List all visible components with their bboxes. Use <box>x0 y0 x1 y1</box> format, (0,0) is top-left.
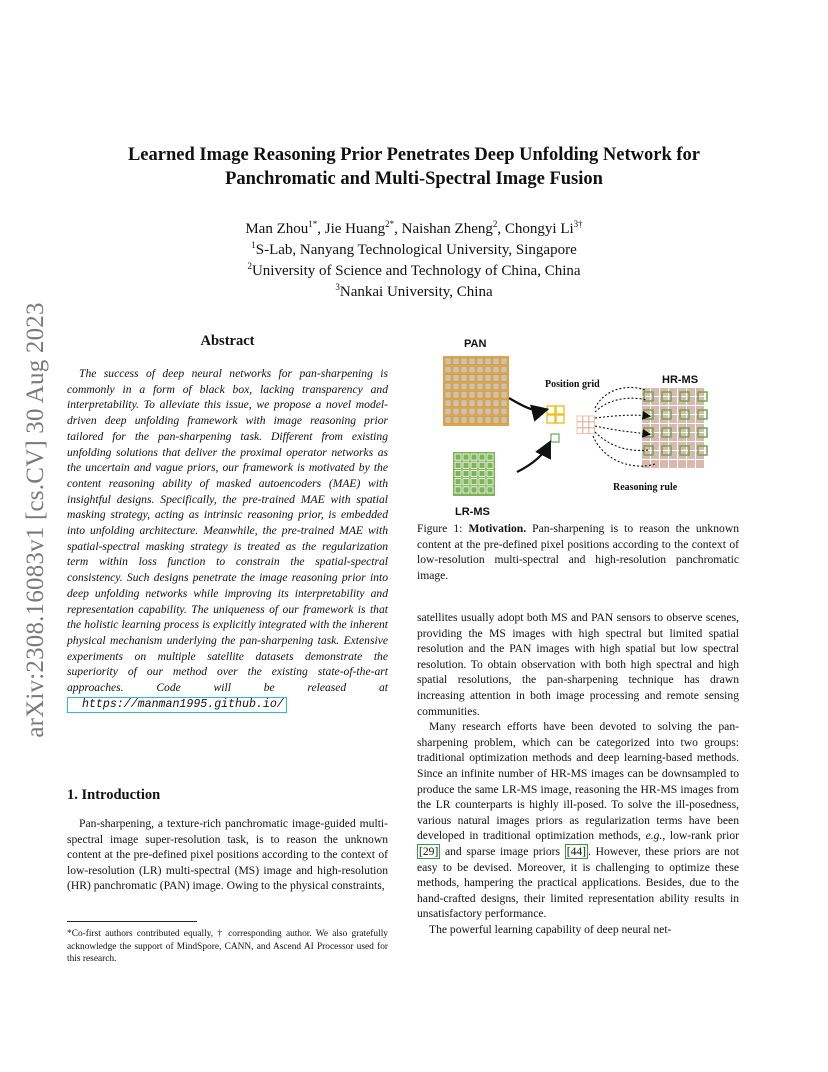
author-block <box>100 219 728 303</box>
paragraph <box>417 719 739 922</box>
position-cell <box>547 415 555 423</box>
position-cell <box>556 406 564 414</box>
pan-cell <box>501 383 507 389</box>
hrms-cell <box>678 460 686 468</box>
dotted-arc <box>595 432 649 450</box>
pan-cell <box>477 383 483 389</box>
pan-cell <box>453 366 459 372</box>
paragraph: satellites usually adopt both MS and PAN sensors to observe scenes, providing the MS images with high spectral but limited spatial resolution and the PAN images with high spatial but low spectral resolution. To obtain observation with both high spectral and high spatial resolutions, the pan-sharpening technique has drawn increasing attention in both image processing and remote sensing communities. <box>417 611 739 718</box>
dotted-arc <box>595 426 649 434</box>
author-name: Man Zhou <box>245 221 309 237</box>
pan-cell <box>453 400 459 406</box>
author-sup: 3† <box>573 219 583 229</box>
affiliation <box>100 282 728 303</box>
pan-cell <box>461 400 467 406</box>
footnote-divider <box>67 921 197 922</box>
hrms-image-grid <box>642 388 707 468</box>
lrms-cell <box>487 462 493 468</box>
pan-cell <box>477 417 483 423</box>
pan-cell <box>469 392 475 398</box>
position-fine-cell <box>589 422 595 428</box>
pan-cell <box>485 400 491 406</box>
text-run: Many research efforts have been devoted to solving the pan-sharpening problem, which can be categorized into two groups: traditional optimization methods and deep learning-based methods. Since an infinite number of HR-MS images can be downsampled to produce the same LR-MS image, reasoning the HR-MS images from the LR counterparts is highly ill-posed. To solve the ill-posedness, various natural images priors as regularization terms have been developed in traditional optimization methods, <box>417 720 739 843</box>
abstract-section <box>67 330 388 713</box>
pan-cell <box>485 366 491 372</box>
pan-cell <box>493 366 499 372</box>
pan-cell <box>485 417 491 423</box>
lrms-cell <box>455 487 461 493</box>
pan-cell <box>445 408 451 414</box>
pan-cell <box>445 417 451 423</box>
lrms-cell <box>471 470 477 476</box>
title-line-1: Learned Image Reasoning Prior Penetrates Deep Unfolding Network for <box>127 145 701 165</box>
position-grid-label: Position grid <box>545 379 600 390</box>
position-fine-cell <box>577 422 583 428</box>
author-sup: 1* <box>308 219 318 229</box>
author-name: Naishan Zheng <box>401 221 493 237</box>
lrms-cell <box>487 487 493 493</box>
hrms-label: HR-MS <box>662 374 699 386</box>
pan-cell <box>461 408 467 414</box>
pan-arrow <box>509 398 545 411</box>
pan-cell <box>469 375 475 381</box>
lrms-cell <box>471 462 477 468</box>
lrms-cell <box>463 462 469 468</box>
pan-cell <box>461 358 467 364</box>
lrms-cell <box>487 479 493 485</box>
pan-cell <box>477 400 483 406</box>
position-green-cell <box>551 434 559 442</box>
reasoning-rule-label: Reasoning rule <box>613 482 678 493</box>
hrms-cell <box>642 460 650 468</box>
pan-cell <box>461 366 467 372</box>
lrms-cell <box>463 479 469 485</box>
pan-cell <box>445 392 451 398</box>
lrms-image-grid <box>453 452 495 496</box>
author-names: Man Zhou$^{1*}$, Jie Huang$^{2*}$, Naishan Zheng$^2$, Chongyi $Li^{3\dagger}$ <box>245 219 583 237</box>
pan-cell <box>485 375 491 381</box>
pan-cell <box>493 392 499 398</box>
introduction-text: Pan-sharpening, a texture-rich panchromatic image-guided multi-spectral image super-resolution task, is to reason the unknown content at the pre-defined pixel positions according to the context of low-resolution (LR) multi-spectral (MS) image and high-resolution (HR) panchromatic (PAN) image. Owing to the physical constraints, <box>67 817 388 893</box>
lrms-cell <box>455 462 461 468</box>
pan-cell <box>501 375 507 381</box>
lrms-cell <box>463 487 469 493</box>
figure-graphic <box>437 336 737 520</box>
author-name: Jie Huang <box>324 221 386 237</box>
lrms-cell <box>479 479 485 485</box>
pan-cell <box>493 400 499 406</box>
affiliation-sup: 3 <box>335 282 340 292</box>
position-fine-cell <box>583 428 589 434</box>
position-cell <box>556 415 564 423</box>
pan-cell <box>493 375 499 381</box>
affiliation-sup: 1 <box>251 240 256 250</box>
pan-cell <box>493 408 499 414</box>
abstract-heading: Abstract <box>200 333 255 349</box>
citation-link[interactable]: [29] <box>419 844 439 858</box>
hrms-cell <box>687 460 695 468</box>
paper-title <box>60 143 768 191</box>
affiliation-text: University of Science and Technology of China, China <box>251 263 581 279</box>
caption-label: Figure 1: <box>417 522 463 535</box>
pan-cell <box>501 392 507 398</box>
pan-cell <box>445 358 451 364</box>
title-line-2: Panchromatic and Multi-Spectral Image Fusion <box>225 169 603 189</box>
pan-cell <box>501 366 507 372</box>
pan-cell <box>493 383 499 389</box>
hrms-cell <box>669 460 677 468</box>
pan-cell <box>469 417 475 423</box>
author-name: Chongyi Li <box>504 221 574 237</box>
lrms-cell <box>471 454 477 460</box>
dotted-arc <box>595 387 645 408</box>
pan-cell <box>445 366 451 372</box>
abstract-text <box>67 366 388 713</box>
position-fine-cell <box>583 422 589 428</box>
lrms-cell <box>487 470 493 476</box>
hrms-cell <box>651 460 659 468</box>
affiliation <box>100 240 728 261</box>
lrms-cell <box>471 479 477 485</box>
pan-cell <box>469 408 475 414</box>
pan-cell <box>485 408 491 414</box>
pan-cell <box>445 375 451 381</box>
author-sup: 2* <box>385 219 395 229</box>
lrms-cell <box>455 479 461 485</box>
footnote: *Co-first authors contributed equally, † corresponding author. We also gratefully acknowledge the support of MindSpore, CANN, and Ascend AI Processor used for this research. <box>67 929 388 964</box>
introduction-heading: 1. Introduction <box>67 787 161 803</box>
motivation-figure <box>437 336 737 520</box>
author-sup: 2 <box>492 219 498 229</box>
dotted-arc <box>595 398 647 412</box>
lrms-cell <box>479 454 485 460</box>
position-cell <box>547 406 555 414</box>
abstract-paragraph: The success of deep neural networks for pan-sharpening is commonly in a form of black box, lacking transparency and interpretability. To alleviate this issue, we propose a novel model-driven deep unfolding framework with image reasoning prior tailored for the pan-sharpening task. Different from existing unfolding solutions that deliver the proximal operator networks as the uncertain and vague priors, our framework is motivated by the content reasoning ability of masked autoencoders (MAE) with insightful designs. Specifically, the pre-trained MAE with spatial masking strategy, acting as intrinsic reasoning prior, is embedded into unfolding architecture. Meanwhile, the pre-trained MAE with spatial-spectral masking strategy is treated as the regularization term within loss function to constrain the spatial-spectral consistency. Such designs penetrate the image reasoning prior into deep unfolding networks while improving its interpretability and representation capability. The uniqueness of our framework is that the holistic learning process is explicitly integrated with the inherent physical mechanism underlying the pan-sharpening task. Extensive experiments on multiple satellite datasets demonstrate the superiority of our method over the existing state-of-the-art approaches. Code will be released at <box>67 367 388 695</box>
affiliation-text: Nankai University, China <box>339 284 493 300</box>
position-grid-graphic <box>547 406 595 442</box>
pan-cell <box>485 383 491 389</box>
pan-cell <box>469 383 475 389</box>
pan-cell <box>469 366 475 372</box>
lrms-label: LR-MS <box>455 506 490 518</box>
pan-cell <box>445 400 451 406</box>
lrms-cell <box>463 454 469 460</box>
lrms-cell <box>479 487 485 493</box>
caption-text: Pan-sharpening is to reason the unknown content at the pre-defined pixel positions according to the context of low-resolution multi-spectral and high-resolution panchromatic image. <box>417 522 739 582</box>
dotted-arc <box>595 415 649 418</box>
code-link[interactable]: https://manman1995.github.io/ <box>67 697 287 713</box>
arxiv-id-text: arXiv:2308.16083v1 [cs.CV] 30 Aug 2023 <box>22 302 49 738</box>
position-fine-cell <box>583 416 589 422</box>
pan-cell <box>453 408 459 414</box>
lrms-cell <box>479 462 485 468</box>
pan-cell <box>477 366 483 372</box>
arxiv-identifier <box>22 282 50 758</box>
paragraph: The powerful learning capability of deep neural net- <box>429 922 672 936</box>
pan-cell <box>485 392 491 398</box>
position-fine-cell <box>589 428 595 434</box>
lrms-cell <box>479 470 485 476</box>
pan-cell <box>453 375 459 381</box>
citation-link[interactable]: [44] <box>566 844 587 858</box>
pan-cell <box>501 400 507 406</box>
lrms-cell <box>471 487 477 493</box>
position-fine-cell <box>577 416 583 422</box>
pan-cell <box>469 358 475 364</box>
affiliation <box>100 261 728 282</box>
text-run: , low-rank prior <box>662 829 739 843</box>
text-run: e.g. <box>645 829 663 843</box>
text-run: . However, these priors are not easy to be devised. Moreover, it is challenging to optimize these methods, hampering the practical applications. Besides, due to the hand-crafted designs, their limited representation ability results in unsatisfactory performance. <box>417 844 739 921</box>
pan-cell <box>453 392 459 398</box>
pan-cell <box>461 417 467 423</box>
lrms-cell <box>455 454 461 460</box>
pan-cell <box>485 358 491 364</box>
pan-cell <box>445 383 451 389</box>
pan-cell <box>477 358 483 364</box>
pan-cell <box>501 417 507 423</box>
pan-cell <box>461 392 467 398</box>
lrms-cell <box>487 454 493 460</box>
pan-cell <box>453 358 459 364</box>
pan-cell <box>453 417 459 423</box>
lrms-arrow <box>517 444 549 472</box>
pan-cell <box>453 383 459 389</box>
text-run: and sparse image priors <box>444 844 561 858</box>
pan-image-grid <box>443 356 509 426</box>
pan-cell <box>477 375 483 381</box>
position-fine-cell <box>589 416 595 422</box>
hrms-cell <box>660 460 668 468</box>
caption-bold: Motivation. <box>468 522 527 535</box>
affiliation-sup: 2 <box>247 261 252 271</box>
pan-cell <box>477 408 483 414</box>
pan-label: PAN <box>464 338 487 350</box>
affiliation-text: S-Lab, Nanyang Technological University, Singapore <box>255 242 577 258</box>
pan-cell <box>493 358 499 364</box>
pan-cell <box>493 417 499 423</box>
pan-cell <box>469 400 475 406</box>
lrms-cell <box>455 470 461 476</box>
right-column-text <box>417 610 739 937</box>
pan-cell <box>461 383 467 389</box>
pan-cell <box>461 375 467 381</box>
pan-cell <box>477 392 483 398</box>
lrms-cell <box>463 470 469 476</box>
pan-cell <box>501 358 507 364</box>
pan-cell <box>501 408 507 414</box>
figure-caption <box>417 521 739 583</box>
hrms-cell <box>696 460 704 468</box>
position-fine-cell <box>577 428 583 434</box>
